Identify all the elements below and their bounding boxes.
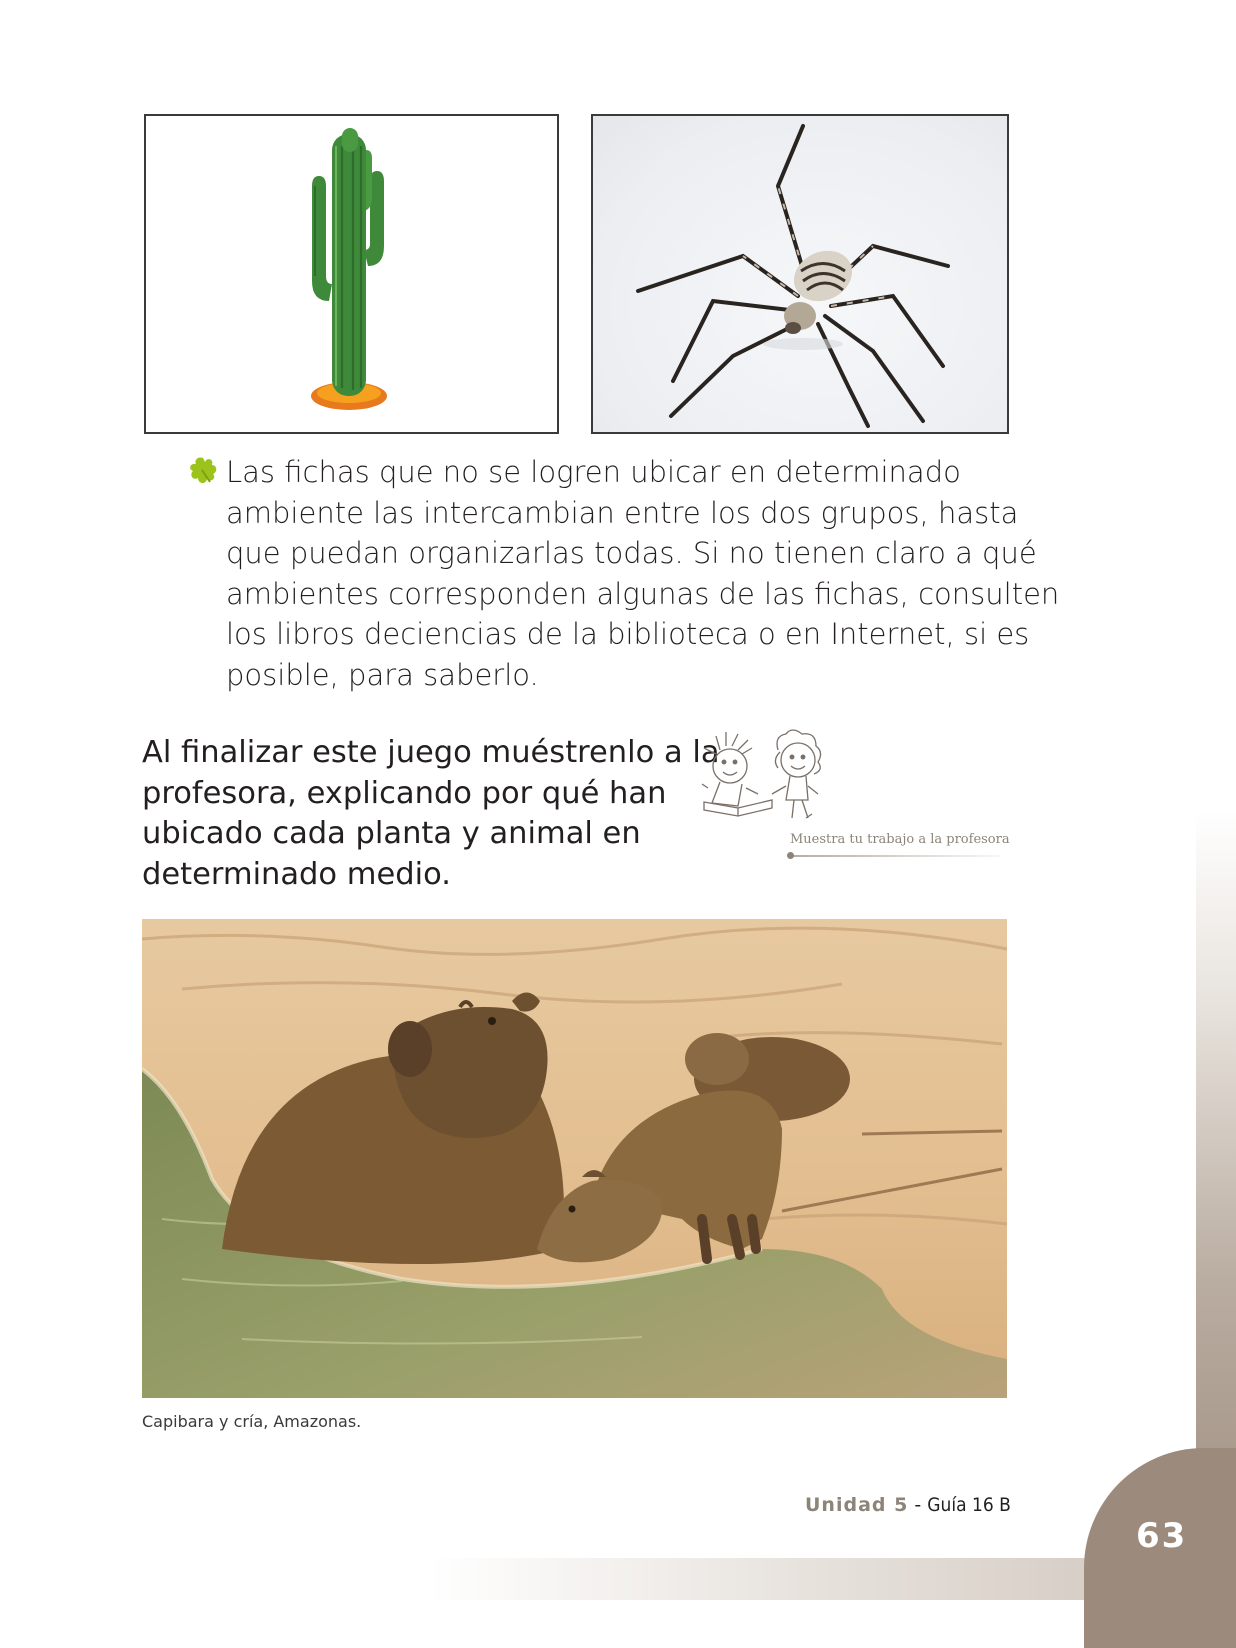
instruction-line: ambientes corresponden algunas de las fichas, consulten <box>226 576 1060 611</box>
cactus-card <box>144 114 559 434</box>
final-note-line: ubicado cada planta y animal en <box>142 816 641 851</box>
footer-separator: - <box>908 1494 928 1516</box>
instruction-line: que puedan organizarlas todas. Si no tienen claro a qué <box>226 536 1037 570</box>
photo-caption: Capibara y cría, Amazonas. <box>142 1412 362 1431</box>
teacher-badge-dot <box>787 852 794 859</box>
final-note-line: determinado medio. <box>142 856 451 892</box>
capybara-photo-frame <box>142 919 1007 1398</box>
teacher-badge-caption: Muestra tu trabajo a la profesora <box>790 832 1010 847</box>
final-note <box>142 733 720 895</box>
instruction-line: posible, para saberlo. <box>226 657 539 692</box>
instruction-line: ambiente las intercambian entre los dos grupos, hasta <box>226 495 1019 530</box>
instruction-line: los libros deciencias de la biblioteca o en Internet, si es <box>226 617 1030 651</box>
final-note-line: Al finalizar este juego muéstrenlo a la <box>142 735 720 770</box>
spider-card <box>591 114 1009 434</box>
page-number: 63 <box>1136 1516 1188 1556</box>
green-leaf-icon <box>186 454 220 488</box>
footer-guide: Guía 16 B <box>927 1494 1011 1516</box>
teacher-badge-rule <box>790 855 1000 857</box>
children-drawing <box>698 728 848 830</box>
capybara-photo <box>142 919 1007 1398</box>
footer-unit: Unidad 5 <box>805 1494 909 1516</box>
instruction-text <box>226 452 1060 695</box>
cactus-illustration <box>146 116 557 432</box>
instruction-line: Las fichas que no se logren ubicar en determinado <box>226 455 961 489</box>
final-note-line: profesora, explicando por qué han <box>142 775 667 811</box>
spider-photo <box>593 116 1007 432</box>
footer-unit-guide <box>805 1494 1035 1522</box>
